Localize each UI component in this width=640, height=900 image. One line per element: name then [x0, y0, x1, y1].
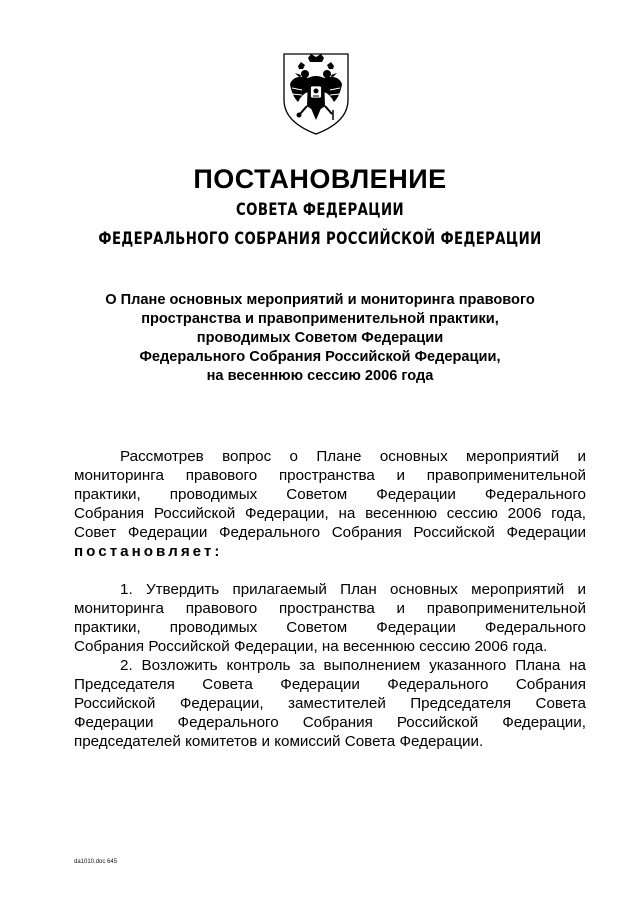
preamble-line: практики, проводимых Советом Федерации Федерального	[74, 486, 586, 503]
heading-line: на весеннюю сессию 2006 года	[206, 368, 434, 384]
item-line: 2. Возложить контроль за выполнением указанного Плана на	[120, 657, 586, 674]
resolution-items	[74, 580, 586, 751]
item-line: Российской Федерации, заместителей Председателя Совета	[74, 695, 586, 712]
preamble-paragraph	[74, 447, 586, 561]
heading-line: пространства и правоприменительной практики,	[141, 311, 499, 327]
file-reference: da1010.doc 645	[74, 859, 118, 865]
item-line: практики, проводимых Советом Федерации Федерального	[74, 619, 586, 636]
resolves-word: постановляет:	[74, 543, 223, 560]
preamble-line: мониторинга правового пространства и правоприменительной	[74, 467, 586, 484]
item-line: Собрания Российской Федерации, на весеннюю сессию 2006 года.	[74, 638, 548, 655]
issuing-body-line-2: ФЕДЕРАЛЬНОГО СОБРАНИЯ РОССИЙСКОЙ ФЕДЕРАЦИИ	[98, 229, 542, 249]
preamble-line: Совет Федерации Федерального Собрания Российской Федерации	[74, 524, 586, 541]
issuing-body-line-1: СОВЕТА ФЕДЕРАЦИИ	[236, 200, 404, 220]
russian-coat-of-arms-icon	[278, 48, 354, 136]
item-line: мониторинга правового пространства и правоприменительной	[74, 600, 586, 617]
resolution-heading	[60, 291, 580, 386]
item-line: Председателя Совета Федерации Федерального Собрания	[74, 676, 586, 693]
preamble-line: Собрания Российской Федерации, на весеннюю сессию 2006 года,	[74, 505, 586, 522]
item-line: 1. Утвердить прилагаемый План основных мероприятий и	[120, 581, 586, 598]
heading-line: О Плане основных мероприятий и мониторинга правового	[105, 292, 535, 308]
heading-line: проводимых Советом Федерации	[196, 330, 444, 346]
item-line: Федерации Федерального Собрания Российской Федерации,	[74, 714, 586, 731]
preamble-line: Рассмотрев вопрос о Плане основных мероприятий и	[120, 448, 586, 465]
item-line: председателей комитетов и комиссий Совета Федерации.	[74, 733, 484, 750]
heading-line: Федерального Собрания Российской Федерации,	[139, 349, 501, 365]
document-title: ПОСТАНОВЛЕНИЕ	[193, 164, 447, 194]
